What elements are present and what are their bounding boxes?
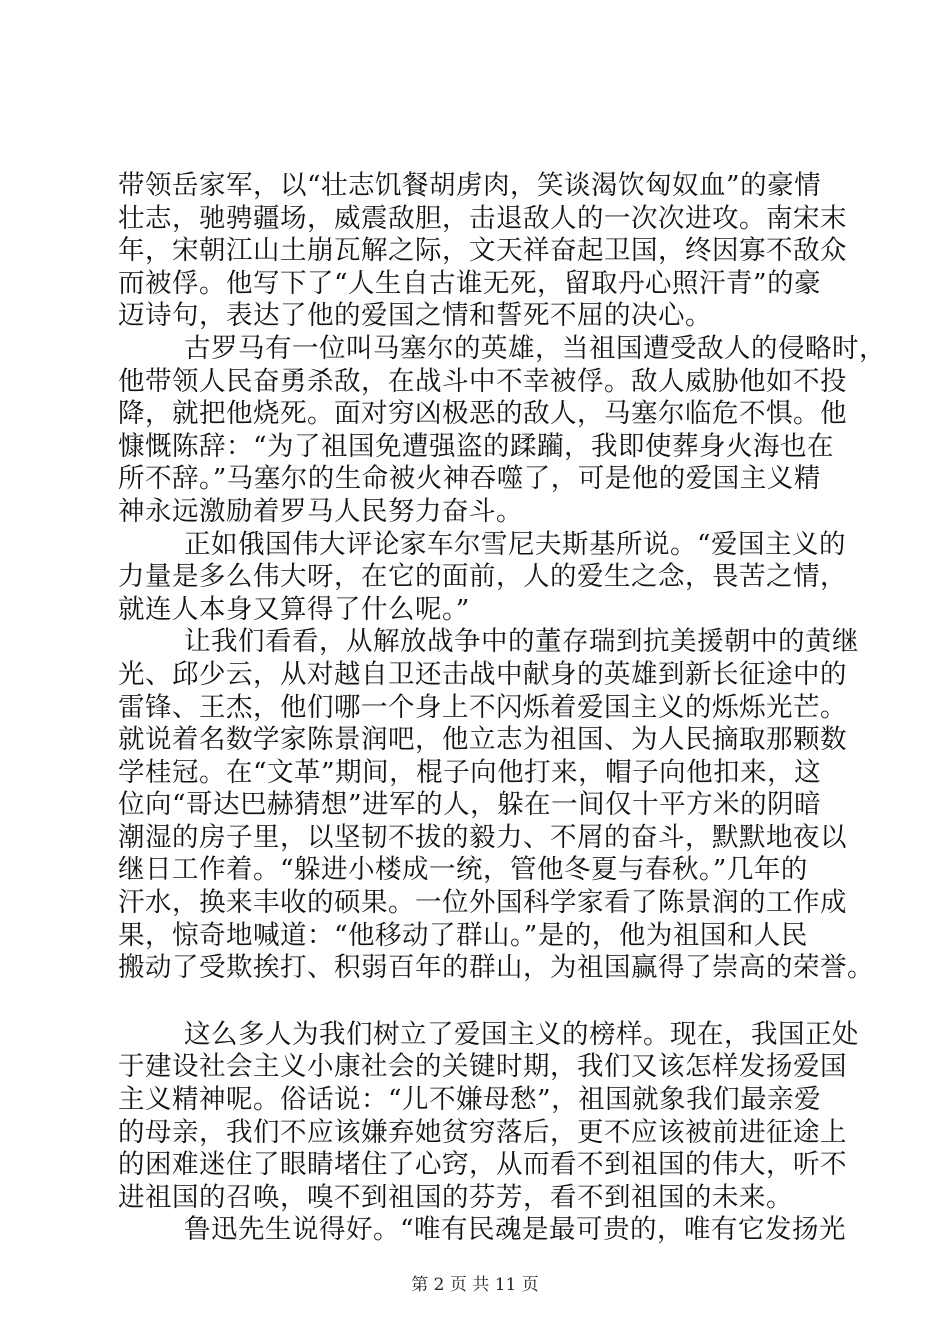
- text-line: 于建设社会主义小康社会的关键时期，我们又该怎样发扬爱国: [118, 1051, 847, 1083]
- text-line: 慷慨陈辞：“为了祖国免遭强盗的蹂躏，我即使葬身火海也在: [118, 430, 835, 462]
- paragraph-first-line: 让我们看看，从解放战争中的董存瑞到抗美援朝中的黄继: [184, 626, 859, 658]
- text-line: 年，宋朝江山土崩瓦解之际，文天祥奋起卫国，终因寡不敌众: [118, 235, 847, 267]
- text-line: 而被俘。他写下了“人生自古谁无死，留取丹心照汗青”的豪: [118, 267, 822, 299]
- text-line: 的困难迷住了眼睛堵住了心窍，从而看不到祖国的伟大，听不: [118, 1149, 847, 1181]
- text-line: 主义精神呢。俗话说：“儿不嫌母愁”，祖国就象我们最亲爱: [118, 1084, 822, 1116]
- text-line: 位向“哥达巴赫猜想”进军的人，躲在一间仅十平方米的阴暗: [118, 789, 822, 821]
- text-line: 果，惊奇地喊道：“他移动了群山。”是的，他为祖国和人民: [118, 919, 808, 951]
- text-line: 潮湿的房子里，以坚韧不拔的毅力、不屑的奋斗，默默地夜以: [118, 821, 847, 853]
- text-line: 的母亲，我们不应该嫌弃她贫穷落后，更不应该被前进征途上: [118, 1116, 847, 1148]
- text-line: 他带领人民奋勇杀敌，在战斗中不幸被俘。敌人威胁他如不投: [118, 365, 847, 397]
- text-line: 进祖国的召唤，嗅不到祖国的芬芳，看不到祖国的未来。: [118, 1181, 793, 1213]
- text-line: 光、邱少云，从对越自卫还击战中献身的英雄到新长征途中的: [118, 658, 847, 690]
- text-line: 所不辞。”马塞尔的生命被火神吞噬了，可是他的爱国主义精: [118, 463, 821, 495]
- paragraph-first-line: 这么多人为我们树立了爱国主义的榜样。现在，我国正处: [184, 1018, 859, 1050]
- text-line: 雷锋、王杰，他们哪一个身上不闪烁着爱国主义的烁烁光芒。: [118, 691, 847, 723]
- paragraph-first-line: 正如俄国伟大评论家车尔雪尼夫斯基所说。“爱国主义的: [184, 528, 847, 560]
- page-footer: [0, 1270, 950, 1295]
- text-line: 降，就把他烧死。面对穷凶极恶的敌人，马塞尔临危不惧。他: [118, 398, 847, 430]
- paragraph-gap: [118, 985, 853, 1019]
- body-text: [118, 170, 886, 1247]
- paragraph-first-line: 古罗马有一位叫马塞尔的英雄，当祖国遭受敌人的侵略时，: [184, 332, 886, 364]
- text-line: 迈诗句，表达了他的爱国之情和誓死不屈的决心。: [118, 300, 712, 332]
- text-line: 继日工作着。“躲进小楼成一统，管他冬夏与春秋。”几年的: [118, 854, 808, 886]
- text-line: 学桂冠。在“文革”期间，棍子向他打来，帽子向他扣来，这: [118, 756, 822, 788]
- text-line: 带领岳家军，以“壮志饥餐胡虏肉，笑谈渴饮匈奴血”的豪情: [118, 170, 822, 201]
- text-line: 汗水，换来丰收的硕果。一位外国科学家看了陈景润的工作成: [118, 887, 847, 919]
- text-line: 神永远激励着罗马人民努力奋斗。: [118, 495, 523, 527]
- text-line: 力量是多么伟大呀，在它的面前，人的爱生之念，畏苦之情，: [118, 561, 847, 593]
- paragraph-first-line: 鲁迅先生说得好。“唯有民魂是最可贵的，唯有它发扬光: [184, 1214, 847, 1246]
- text-line: 就说着名数学家陈景润吧，他立志为祖国、为人民摘取那颗数: [118, 724, 847, 756]
- text-line: 搬动了受欺挨打、积弱百年的群山，为祖国赢得了崇高的荣誉。: [118, 952, 874, 984]
- page-number-label: 第 2 页 共 11 页: [411, 1275, 539, 1295]
- text-line: 就连人本身又算得了什么呢。”: [118, 593, 470, 625]
- text-line: 壮志，驰骋疆场，威震敌胆，击退敌人的一次次进攻。南宋末: [118, 202, 847, 234]
